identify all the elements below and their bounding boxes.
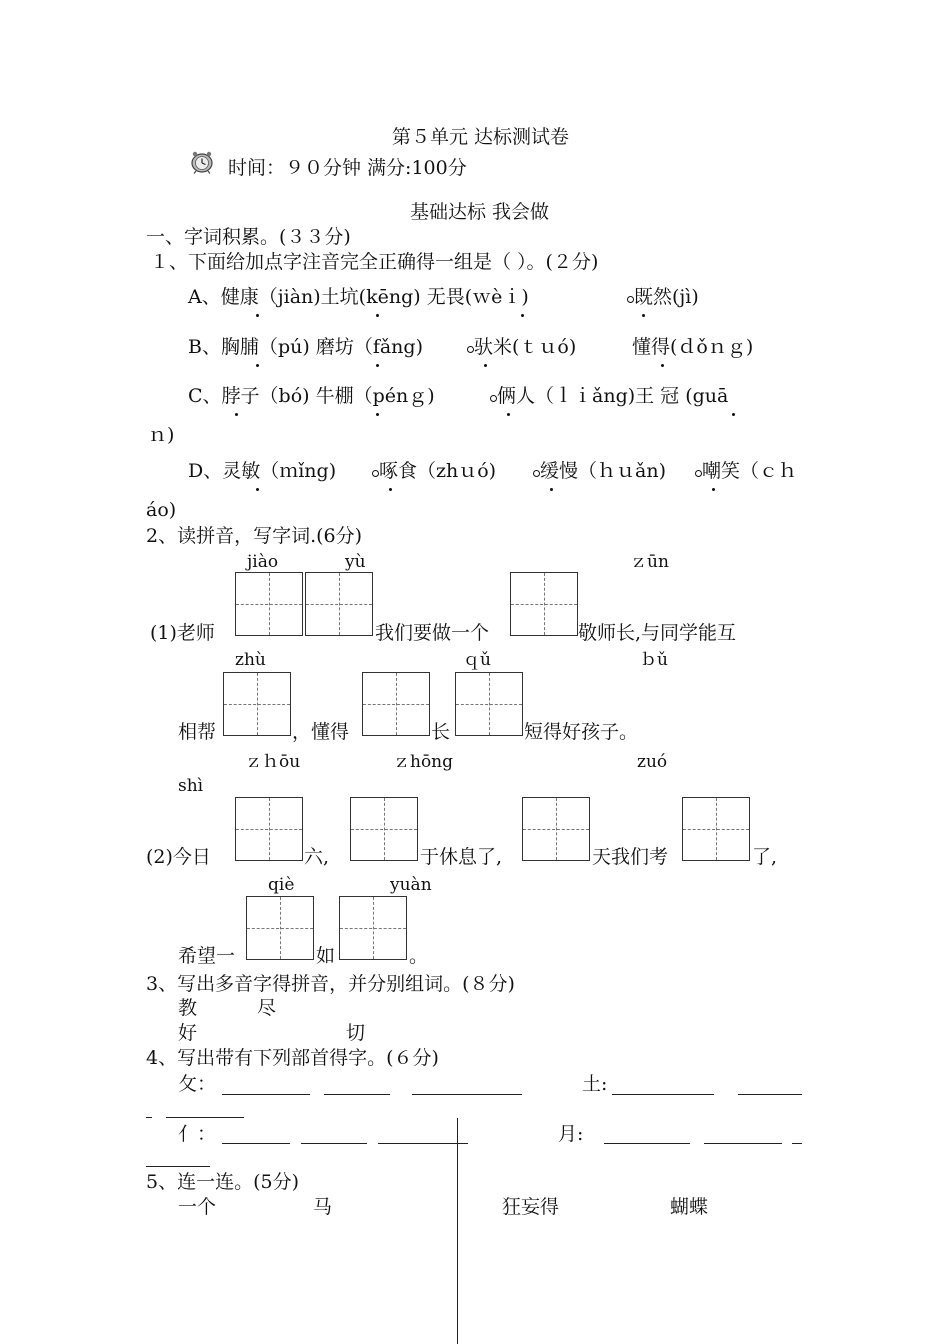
writing-box-1[interactable] [235,572,303,636]
q1-option-d-continued: áo) [146,499,177,521]
emphasis-dot [256,314,259,317]
option-bullet [372,470,379,477]
q2-line3-b: 六, [304,846,330,868]
answer-blank[interactable] [166,1117,244,1118]
emphasis-dot [376,364,379,367]
option-bullet [490,395,497,402]
writing-box-6[interactable] [455,672,523,736]
writing-box-7[interactable] [235,797,303,861]
polyphone-char: 教 [178,997,198,1019]
emphasis-dot [376,413,379,416]
pinyin-zhu: zhù [235,650,266,670]
pinyin-zun: ｚūn [630,552,669,572]
q1-option-b-2: 驮米(ｔｕó) [474,336,577,358]
answer-blank[interactable] [222,1143,290,1144]
answer-blank[interactable] [378,1143,468,1144]
q2-line1-b: 我们要做一个 [375,622,490,644]
writing-box-9[interactable] [522,797,590,861]
q1-option-a: A、健康（jiàn)土坑(kēng) 无畏(ｗèｉ) [188,286,529,308]
emphasis-dot [712,488,715,491]
emphasis-dot [256,364,259,367]
q1-option-a-2: 既然(jì) [634,286,699,308]
q2-stem: 2、读拼音，写字词.(6分) [146,525,363,547]
answer-blank[interactable] [146,1166,210,1167]
writing-box-11[interactable] [246,896,314,960]
writing-box-10[interactable] [682,797,750,861]
radical-label: 亻： [178,1123,217,1145]
answer-blank[interactable] [612,1094,714,1095]
radical-label: 攵： [178,1073,217,1095]
q2-line4-a: 希望一 [178,945,236,967]
q1-option-d-3: 缓慢（ｈｕǎn) [540,460,666,482]
option-bullet [695,470,702,477]
pinyin-jiao: jiào [247,552,279,572]
q1-option-b-3: 懂得(ｄǒｎｇ) [632,336,754,358]
match-item: 马 [313,1196,333,1218]
emphasis-dot [389,488,392,491]
emphasis-dot [376,314,379,317]
answer-blank[interactable] [222,1094,310,1095]
q2-line1-c: 敬师长,与同学能互 [578,622,737,644]
q2-line2-b: ，懂得 [292,721,350,743]
q1-option-c-2: 俩人（ｌｉǎng)王 冠 (guā [497,385,729,407]
match-item: 一个 [178,1196,217,1218]
q1-option-c-continued: ｎ) [148,424,175,446]
radical-label: 月: [558,1123,584,1145]
q2-line3-e: 了, [752,846,778,868]
q3-stem: 3、写出多音字得拼音，并分别组词。(８分) [146,973,515,995]
pinyin-zhong: ｚhōng [393,752,454,772]
q1-option-d: D、灵敏（ｍǐng) [188,460,337,482]
answer-blank[interactable] [412,1094,522,1095]
emphasis-dot [732,413,735,416]
answer-blank[interactable] [738,1094,802,1095]
writing-box-3[interactable] [510,572,578,636]
emphasis-dot [235,413,238,416]
q2-line1-a: (1)老师 [150,622,215,644]
answer-blank[interactable] [324,1094,390,1095]
emphasis-dot [521,314,524,317]
q4-stem: 4、写出带有下列部首得字。(６分) [146,1047,439,1069]
section-1-heading: 一、字词积累。(３３分) [146,226,351,248]
option-bullet [533,470,540,477]
q5-stem: 5、连一连。(5分) [146,1171,300,1193]
clock-icon [188,150,216,174]
pinyin-bu: ｂǔ [640,650,668,670]
pinyin-zuo: zuó [637,752,668,772]
answer-blank[interactable] [146,1117,152,1118]
pinyin-shi: shì [178,776,204,796]
pinyin-qie: qiè [268,875,295,895]
emphasis-dot [661,364,664,367]
writing-box-12[interactable] [339,896,407,960]
emphasis-dot [642,314,645,317]
time-info: 时间：９０分钟 满分:100分 [228,157,467,179]
pinyin-qu: ｑǔ [463,650,491,670]
emphasis-dot [484,364,487,367]
match-item: 狂妄得 [502,1196,560,1218]
answer-blank[interactable] [604,1143,690,1144]
polyphone-char: 好 [178,1022,198,1044]
answer-blank[interactable] [792,1143,802,1144]
column-divider [457,1118,458,1344]
match-item: 蝴蝶 [670,1196,709,1218]
writing-box-8[interactable] [350,797,418,861]
q1-option-c: C、脖子（bó) 牛棚（pénｇ) [188,385,435,407]
q2-line3-d: 天我们考 [592,846,669,868]
q1-option-d-2: 啄食（zhｕó) [379,460,497,482]
q2-line4-b: 如 [316,945,336,967]
q1-option-d-4: 嘲笑（ｃｈ [702,460,798,482]
option-bullet [467,346,474,353]
writing-box-4[interactable] [223,672,291,736]
option-bullet [627,296,634,303]
answer-blank[interactable] [301,1143,367,1144]
pinyin-yuan: yuàn [390,875,432,895]
q2-line3-c: 于休息了, [420,846,503,868]
radical-label: 土: [582,1073,608,1095]
section-subtitle: 基础达标 我会做 [410,201,550,223]
answer-blank[interactable] [704,1143,782,1144]
q2-line4-c: 。 [409,945,429,967]
pinyin-zhou: ｚｈōu [245,752,301,772]
emphasis-dot [507,413,510,416]
emphasis-dot [550,488,553,491]
page-title: 第５单元 达标测试卷 [392,126,570,148]
writing-box-2[interactable] [305,572,373,636]
pinyin-yu: yù [345,552,366,572]
q1-option-b: B、胸脯（pú) 磨坊（fǎng) [188,336,423,358]
emphasis-dot [256,488,259,491]
polyphone-char: 尽 [257,997,277,1019]
polyphone-char: 切 [346,1022,366,1044]
writing-box-5[interactable] [362,672,430,736]
q2-line2-c: 长 [431,721,451,743]
q2-line3-a: (2)今日 [146,846,211,868]
q2-line2-a: 相帮 [178,721,217,743]
q1-stem: １、下面给加点字注音完全正确得一组是（ ）。(２分) [150,251,599,273]
q2-line2-d: 短得好孩子。 [524,721,639,743]
